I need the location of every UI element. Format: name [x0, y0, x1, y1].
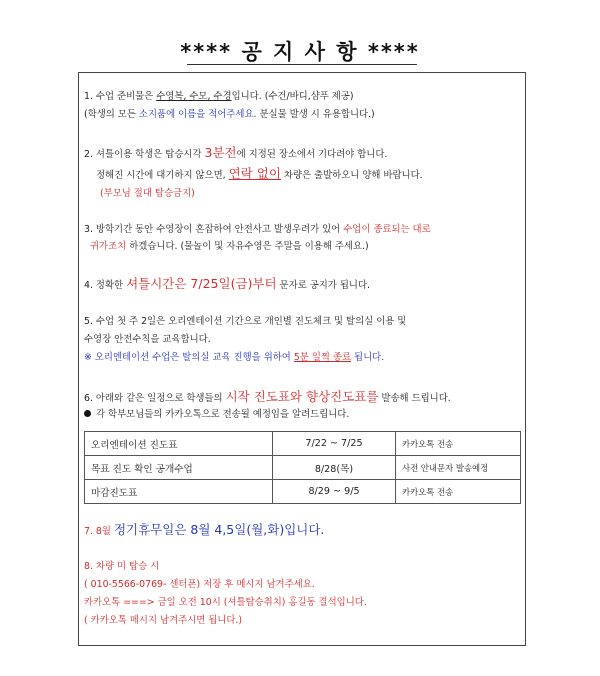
table-row [85, 480, 521, 504]
page-title: **** 공 지 사 항 **** [180, 40, 420, 64]
notice-5-line3: ※ 오리엔테이션 수업은 탈의실 교육 진행을 위하여 5분 일찍 종료 됩니다. [84, 352, 385, 363]
notice-6-line1: 6. 아래와 같은 일정으로 학생들의 시작 진도표와 향상진도표를 발송해 드립니다. [84, 389, 451, 404]
notice-3-line1: 3. 방학기간 동안 수영장이 혼잡하여 안전사고 발생우려가 있어 수업이 종료되는 대로 [84, 224, 431, 235]
notice-6-line2: 각 학부모님들의 카카오톡으로 전송될 예정임을 알려드립니다. [84, 408, 349, 422]
schedule-name: 목표 진도 확인 공개수업 [85, 456, 273, 480]
notice-5-line2: 수영장 안전수칙을 교육합니다. [84, 334, 211, 345]
schedule-table [84, 431, 521, 504]
schedule-name: 오리엔테이션 진도표 [85, 432, 273, 456]
notice-8-line2: ( 010-5566-0769- 센터폰) 저장 후 메시지 남겨주세요. [84, 579, 315, 590]
notice-2-line2: 정해진 시간에 대기하지 않으면, 연락 없이 차량은 출발하오니 양해 바랍니다. [96, 166, 423, 181]
notice-1-line1: 1. 수업 준비물은 수영복, 수모, 수경입니다. (수건/바디,샴푸 제공) [84, 91, 354, 102]
notice-8-line1: 8. 차량 미 탑승 시 [84, 561, 160, 572]
schedule-date: 8/29 ~ 9/5 [273, 480, 396, 504]
schedule-name: 마감진도표 [85, 480, 273, 504]
notice-4: 4. 정확한 셔틀시간은 7/25일(금)부터 문자로 공지가 됩니다. [84, 276, 370, 291]
schedule-date: 8/28(목) [273, 456, 396, 480]
table-row [85, 456, 521, 480]
notice-5-line1: 5. 수업 첫 주 2일은 오리엔테이션 기간으로 개인별 진도체크 및 탈의실 이용 및 [84, 316, 407, 327]
schedule-method: 카카오톡 전송 [396, 432, 521, 456]
notice-2-line3: (부모님 절대 탑승금지) [100, 188, 195, 199]
notice-7: 7. 8월 정기휴무일은 8월 4,5일(월,화)입니다. [84, 522, 325, 537]
notice-2-line1: 2. 셔틀이용 학생은 탑승시각 3분전에 지정된 장소에서 기다려야 합니다. [84, 145, 388, 160]
bullet-icon [84, 410, 91, 417]
table-row [85, 432, 521, 456]
notice-3-line2: 귀가조치 하겠습니다. (물놀이 및 자유수영은 주말을 이용해 주세요.) [90, 241, 369, 252]
schedule-date: 7/22 ~ 7/25 [273, 432, 396, 456]
schedule-method: 사전 안내문자 발송예정 [396, 456, 521, 480]
schedule-method: 카카오톡 전송 [396, 480, 521, 504]
notice-8-line3: 카카오톡 ===> 금일 오전 10시 (셔틀탑승취치) 홍길동 결석입니다. [84, 597, 367, 608]
notice-8-line4: ( 카카오톡 메시지 남겨주시면 됩니다.) [84, 615, 243, 626]
notice-1-line2: (학생의 모든 소지품에 이름을 적어주세요. 분실물 발생 시 유용합니다.) [84, 109, 375, 120]
title-underline [187, 64, 417, 65]
